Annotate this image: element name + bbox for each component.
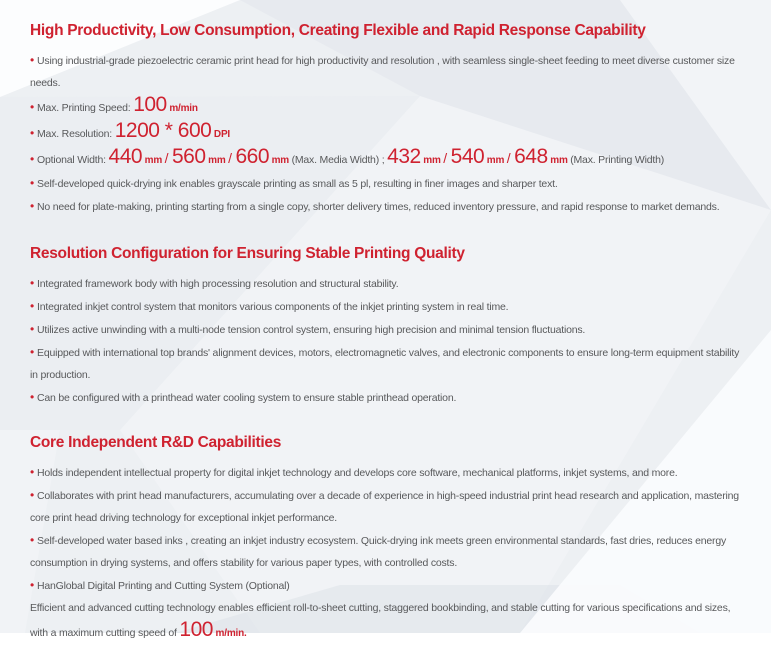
text-segment-unit: mm: [547, 155, 571, 166]
text-segment-body: Collaborates with print head manufacturers, accumulating over a decade of experience in high-speed industrial print head research and application, mastering core print head driving technology for exceptional inkjet performance.: [30, 490, 739, 524]
bullet-dot-icon: •: [30, 322, 35, 336]
section-high-productivity: [30, 20, 745, 218]
bullet-item: [30, 461, 745, 484]
bullet-dot-icon: •: [30, 176, 35, 190]
text-segment-unit: DPI: [211, 129, 230, 140]
bullet-item: [30, 295, 745, 318]
bullet-dot-icon: •: [30, 578, 35, 592]
text-segment-slash: /: [443, 150, 451, 166]
section-heading: Resolution Configuration for Ensuring Stable Printing Quality: [30, 245, 465, 262]
text-segment-big: 660: [235, 145, 270, 168]
bullet-dot-icon: •: [30, 533, 35, 547]
text-segment-big: 560: [172, 145, 206, 168]
text-segment-unit: mm: [484, 155, 507, 166]
bullet-item: [30, 529, 745, 574]
text-segment-slash: /: [506, 150, 515, 166]
text-segment-big: 648: [514, 145, 548, 168]
bullet-dot-icon: •: [30, 126, 35, 140]
text-segment-body: Integrated framework body with high processing resolution and structural stability.: [37, 278, 399, 290]
text-segment-body: Using industrial-grade piezoelectric ceramic print head for high productivity and resolution , with seamless single-sheet feeding to meet diverse customer size needs.: [30, 55, 735, 89]
text-segment-unit: mm: [205, 155, 229, 166]
text-segment-unit: m/min: [166, 103, 198, 114]
bullet-dot-icon: •: [30, 488, 35, 502]
text-segment-unit: m/min.: [212, 628, 247, 639]
text-segment-unit: mm: [269, 155, 292, 166]
text-segment-unit: mm: [142, 155, 165, 166]
section-heading: High Productivity, Low Consumption, Creating Flexible and Rapid Response Capability: [30, 22, 646, 39]
bullet-item: [30, 146, 745, 172]
bullet-dot-icon: •: [30, 276, 35, 290]
text-segment-big: 1200 * 600: [114, 119, 212, 142]
text-segment-body: Max. Printing Speed:: [37, 102, 134, 114]
bullet-item: [30, 574, 745, 597]
section-heading: Core Independent R&D Capabilities: [30, 434, 282, 451]
text-segment-big: 440: [108, 145, 143, 168]
text-segment-body: Can be configured with a printhead water cooling system to ensure stable printhead operation.: [37, 392, 457, 404]
text-segment-body: Utilizes active unwinding with a multi-node tension control system, ensuring high precision and minimal tension fluctuations.: [37, 324, 586, 336]
text-paragraph: [30, 597, 745, 645]
text-segment-body: HanGlobal Digital Printing and Cutting System (Optional): [37, 580, 290, 592]
bullet-dot-icon: •: [30, 390, 35, 404]
text-segment-body: No need for plate-making, printing starting from a single copy, shorter delivery times, reduced inventory pressure, and rapid response to market demands.: [37, 201, 720, 213]
text-segment-big: 432: [387, 145, 421, 168]
bullet-item: [30, 386, 745, 409]
text-segment-body: Self-developed water based inks , creating an inkjet industry ecosystem. Quick-drying ink meets green environmental standards, fast dries, reduces energy consumption in drying systems, and offers stability for various paper types, with controlled costs.: [30, 535, 727, 569]
bullet-item: [30, 49, 745, 94]
bullet-dot-icon: •: [30, 199, 35, 213]
text-segment-body: (Max. Printing Width): [570, 154, 665, 166]
bullet-dot-icon: •: [30, 152, 35, 166]
bullet-item: [30, 341, 745, 386]
bullet-dot-icon: •: [30, 465, 35, 479]
bullet-dot-icon: •: [30, 53, 35, 67]
bullet-dot-icon: •: [30, 345, 35, 359]
bullet-item: [30, 94, 745, 120]
section-resolution-configuration: [30, 243, 745, 409]
text-segment-body: Holds independent intellectual property for digital inkjet technology and develops core software, mechanical platforms, inkjet systems, and more.: [37, 467, 678, 479]
bullet-item: [30, 484, 745, 529]
text-segment-body: Efficient and advanced cutting technology enables efficient roll-to-sheet cutting, staggered bookbinding, and stable cutting for various specifications and sizes, with a maximum cutting speed of: [30, 602, 731, 639]
text-segment-body: Self-developed quick-drying ink enables grayscale printing as small as 5 pl, resulting in finer images and sharper text.: [37, 178, 558, 190]
text-segment-unit: mm: [420, 155, 444, 166]
bullet-dot-icon: •: [30, 299, 35, 313]
text-segment-body: Equipped with international top brands' alignment devices, motors, electromagnetic valves, and electronic components to ensure long-term equipment stability in production.: [30, 347, 740, 381]
text-segment-big: 540: [450, 145, 485, 168]
text-segment-body: Optional Width:: [37, 154, 109, 166]
section-core-rd-capabilities: [30, 432, 745, 645]
bullet-item: [30, 120, 745, 146]
text-segment-slash: /: [228, 150, 236, 166]
text-segment-body: (Max. Media Width) ;: [291, 154, 388, 166]
bullet-dot-icon: •: [30, 100, 35, 114]
text-segment-slash: /: [164, 150, 172, 166]
bullet-item: [30, 318, 745, 341]
text-segment-big: 100: [133, 93, 167, 116]
bullet-item: [30, 272, 745, 295]
bullet-item: [30, 195, 745, 218]
bullet-item: [30, 172, 745, 195]
text-segment-body: Max. Resolution:: [37, 128, 115, 140]
text-segment-body: Integrated inkjet control system that monitors various components of the inkjet printing system in real time.: [37, 301, 509, 313]
text-segment-big: 100: [179, 618, 213, 641]
